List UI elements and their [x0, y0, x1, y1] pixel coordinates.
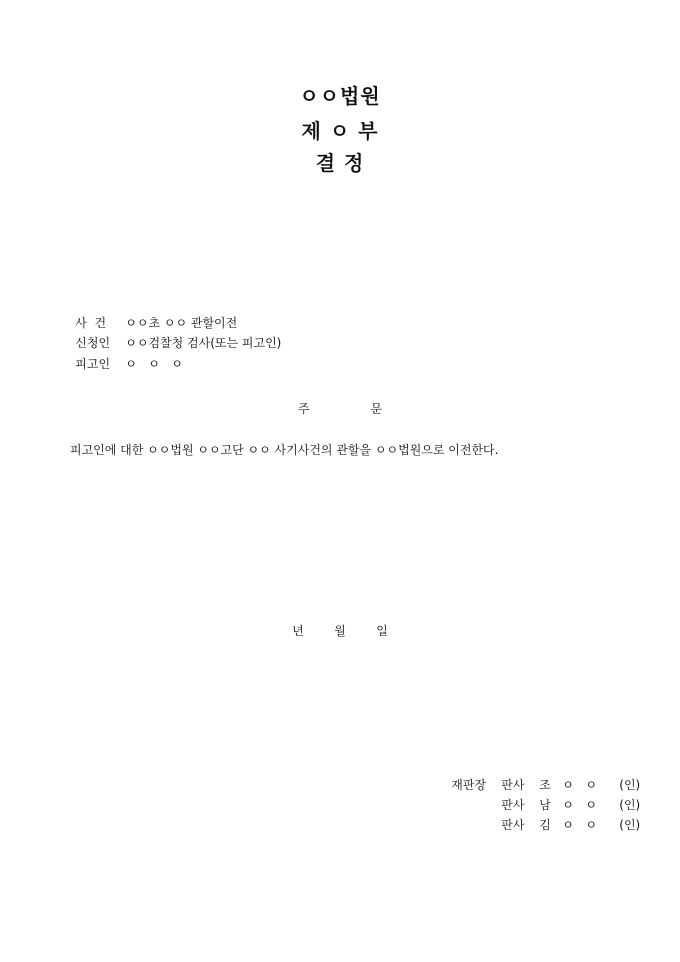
signature-seal: (인)	[619, 818, 641, 832]
case-value: ㅇㅇ초 ㅇㅇ 관할이전	[125, 316, 238, 330]
division-name: 제 ㅇ 부	[301, 119, 379, 143]
signature-seal: (인)	[619, 778, 641, 792]
signature-role: 판사	[501, 798, 525, 812]
document-type: 결 정	[315, 151, 365, 175]
court-name: ㅇㅇ법원	[299, 84, 381, 108]
signature-name: 남 ㅇ ㅇ	[539, 798, 597, 812]
decision-date: 년 월 일	[292, 624, 388, 638]
applicant-value: ㅇㅇ검찰청 검사(또는 피고인)	[125, 336, 282, 350]
signature-role: 판사	[501, 818, 525, 832]
signature-name: 조 ㅇ ㅇ	[539, 778, 597, 792]
signature-title: 재판장	[451, 778, 487, 792]
defendant-row	[60, 341, 183, 386]
defendant-label: 피고인	[75, 357, 111, 371]
ruling-text: 피고인에 대한 ㅇㅇ법원 ㅇㅇ고단 ㅇㅇ 사기사건의 관할을 ㅇㅇ법원으로 이전한다.	[70, 443, 499, 457]
case-label: 사 건	[75, 316, 107, 330]
defendant-value: ㅇ ㅇ ㅇ	[125, 357, 183, 371]
signature-role: 판사	[501, 778, 525, 792]
signature-row	[436, 802, 640, 847]
ruling-heading: 주 문	[297, 402, 383, 416]
signature-name: 김 ㅇ ㅇ	[539, 818, 597, 832]
signature-seal: (인)	[619, 798, 641, 812]
applicant-label: 신청인	[75, 336, 111, 350]
